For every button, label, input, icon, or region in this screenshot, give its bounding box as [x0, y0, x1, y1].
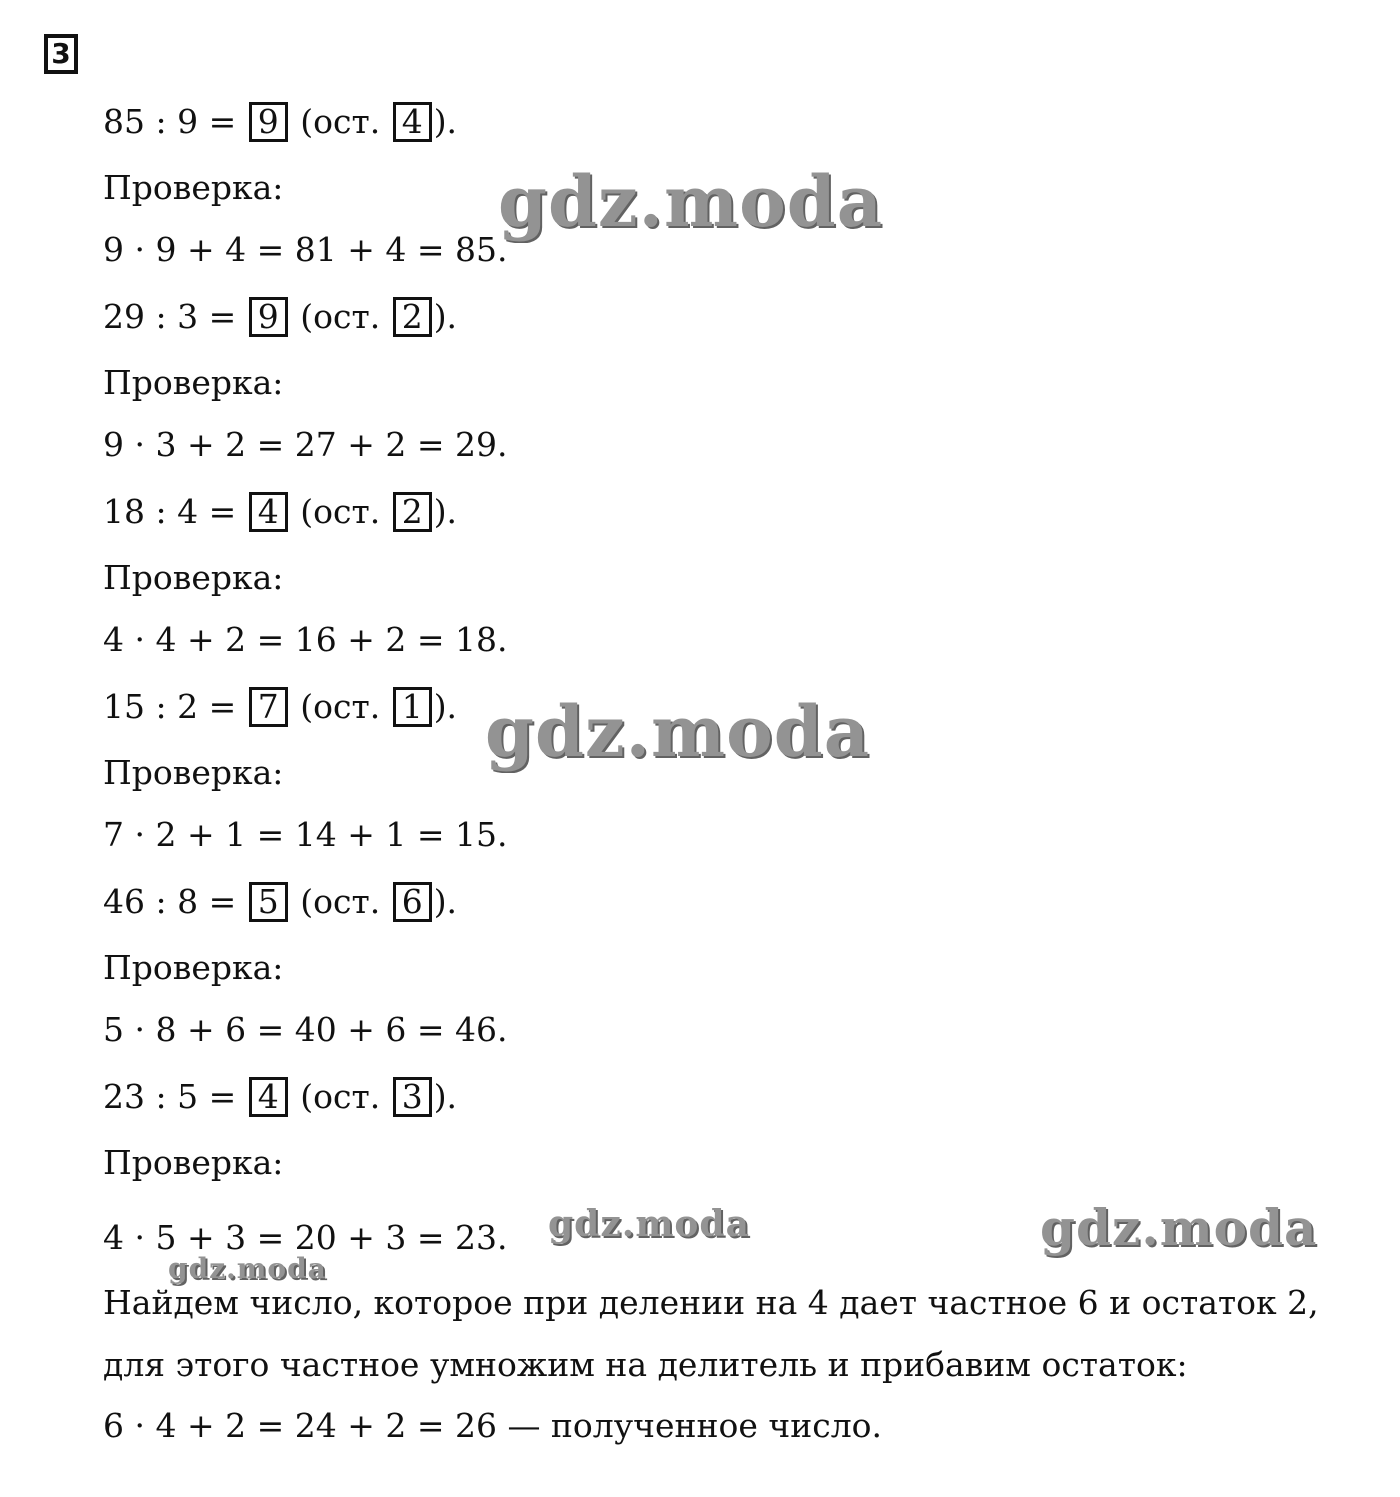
division-expression: 29 : 3 =	[103, 297, 247, 336]
check-label-6: Проверка:	[103, 1143, 284, 1182]
conclusion-line-2: для этого частное умножим на делитель и прибавим остаток:	[103, 1345, 1188, 1384]
check-label-5: Проверка:	[103, 948, 284, 987]
watermark: gdz.moda	[498, 160, 884, 243]
check-equation-5: 5 · 8 + 6 = 40 + 6 = 46.	[103, 1010, 508, 1049]
remainder-box: 1	[393, 687, 432, 727]
check-equation-2: 9 · 3 + 2 = 27 + 2 = 29.	[103, 425, 508, 464]
division-line-1	[103, 100, 457, 144]
remainder-label: (ост.	[300, 882, 391, 921]
check-equation-6: 4 · 5 + 3 = 20 + 3 = 23.	[103, 1218, 508, 1257]
remainder-box: 6	[393, 882, 432, 922]
division-expression: 85 : 9 =	[103, 102, 247, 141]
remainder-label: (ост.	[300, 492, 391, 531]
line-end: ).	[433, 687, 458, 726]
division-line-6	[103, 1075, 457, 1119]
division-expression: 46 : 8 =	[103, 882, 247, 921]
remainder-box: 4	[393, 102, 432, 142]
division-line-3	[103, 490, 457, 534]
quotient-box: 4	[249, 1077, 288, 1117]
division-line-2	[103, 295, 457, 339]
line-end: ).	[433, 297, 458, 336]
remainder-label: (ост.	[300, 102, 391, 141]
task-number-badge: 3	[44, 34, 78, 74]
remainder-box: 2	[393, 492, 432, 532]
check-equation-1: 9 · 9 + 4 = 81 + 4 = 85.	[103, 230, 508, 269]
conclusion-line-1: Найдем число, которое при делении на 4 дает частное 6 и остаток 2,	[103, 1283, 1319, 1322]
quotient-box: 7	[249, 687, 288, 727]
division-expression: 18 : 4 =	[103, 492, 247, 531]
check-label-4: Проверка:	[103, 753, 284, 792]
line-end: ).	[433, 1077, 458, 1116]
remainder-box: 3	[393, 1077, 432, 1117]
quotient-box: 5	[249, 882, 288, 922]
division-line-4	[103, 685, 457, 729]
check-label-3: Проверка:	[103, 558, 284, 597]
line-end: ).	[433, 102, 458, 141]
remainder-label: (ост.	[300, 297, 391, 336]
check-label-2: Проверка:	[103, 363, 284, 402]
line-end: ).	[433, 882, 458, 921]
watermark: gdz.moda	[485, 690, 871, 773]
check-equation-3: 4 · 4 + 2 = 16 + 2 = 18.	[103, 620, 508, 659]
watermark: gdz.moda	[548, 1203, 750, 1245]
quotient-box: 4	[249, 492, 288, 532]
watermark: gdz.moda	[1040, 1198, 1318, 1257]
division-line-5	[103, 880, 457, 924]
quotient-box: 9	[249, 297, 288, 337]
line-end: ).	[433, 492, 458, 531]
remainder-label: (ост.	[300, 1077, 391, 1116]
remainder-box: 2	[393, 297, 432, 337]
conclusion-line-3: 6 · 4 + 2 = 24 + 2 = 26 — полученное число.	[103, 1406, 883, 1445]
remainder-label: (ост.	[300, 687, 391, 726]
division-expression: 15 : 2 =	[103, 687, 247, 726]
watermark: gdz.moda	[168, 1252, 327, 1285]
check-equation-4: 7 · 2 + 1 = 14 + 1 = 15.	[103, 815, 508, 854]
check-label-1: Проверка:	[103, 168, 284, 207]
division-expression: 23 : 5 =	[103, 1077, 247, 1116]
quotient-box: 9	[249, 102, 288, 142]
